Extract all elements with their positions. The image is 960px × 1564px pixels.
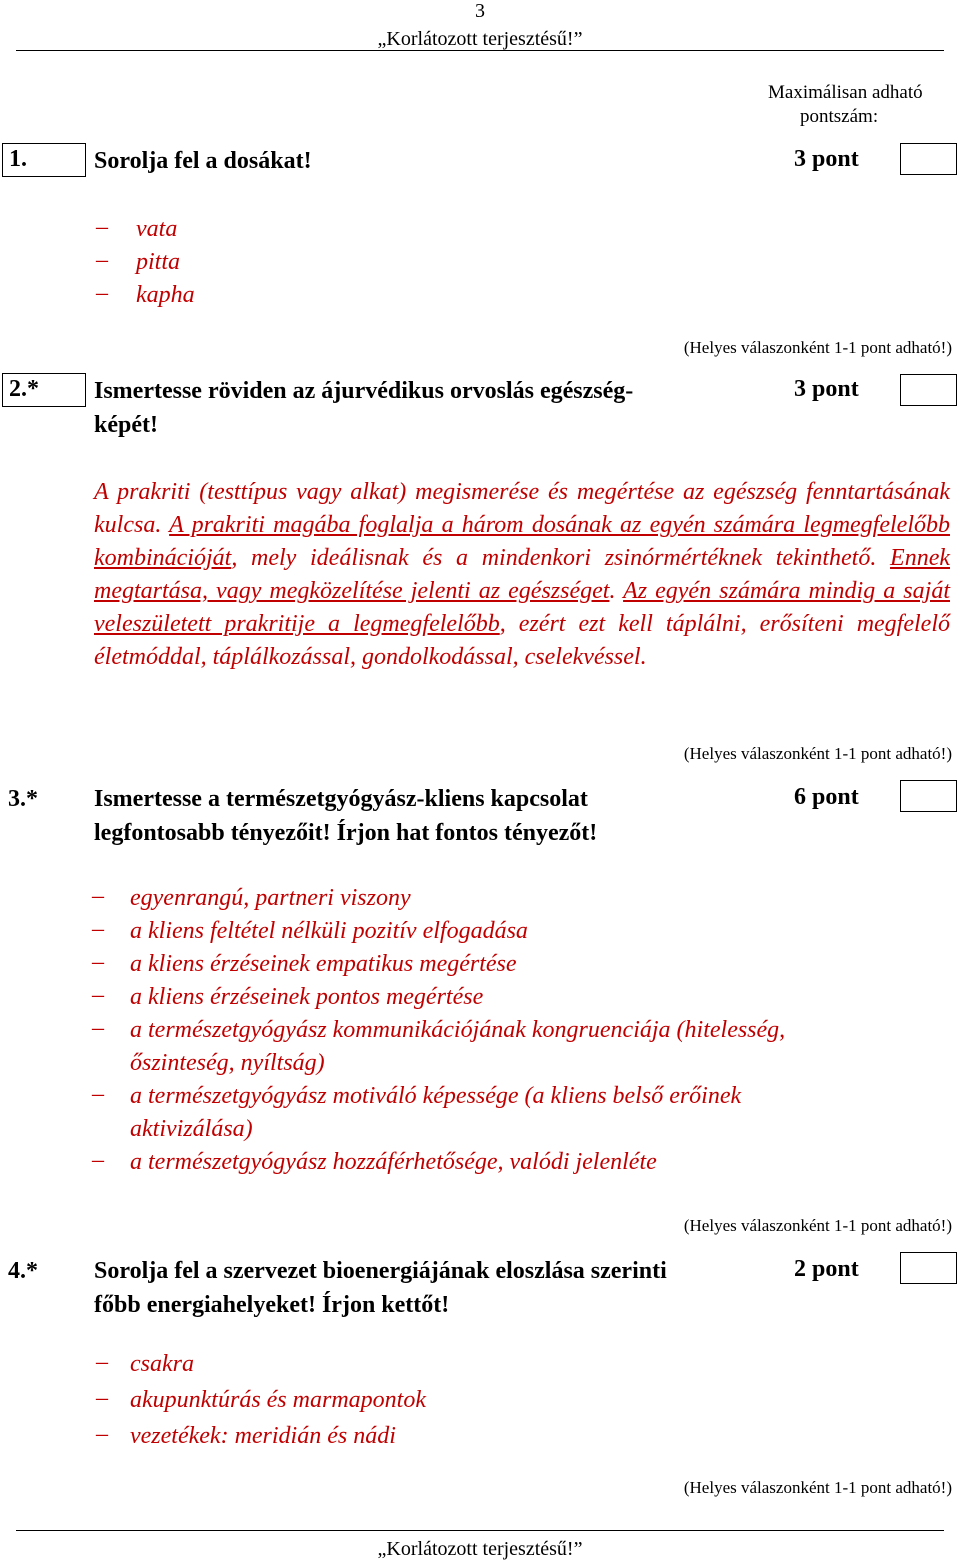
q4-answer-3: vezetékek: meridián és nádi xyxy=(130,1423,396,1449)
q4-text-1: Sorolja fel a szervezet bioenergiájának eloszlása szerinti xyxy=(94,1258,667,1284)
q1-answer-3: kapha xyxy=(136,282,195,308)
q3-dash-4: – xyxy=(92,982,104,1008)
q2-answer-part-1: A prakriti (testtípus vagy alkat) megismerése és megértése az egészség fenntartásának kulcsa. xyxy=(94,479,950,538)
q3-dash-7: – xyxy=(92,1147,104,1173)
q2-score-box[interactable] xyxy=(900,374,957,406)
max-points-label: Maximálisan adható xyxy=(768,82,923,103)
q2-points: 3 pont xyxy=(794,376,859,402)
q1-number: 1. xyxy=(9,146,27,172)
q4-score-box[interactable] xyxy=(900,1252,957,1284)
q3-points: 6 pont xyxy=(794,784,859,810)
q2-number: 2.* xyxy=(9,376,39,402)
q1-dash-1: – xyxy=(96,214,108,240)
q2-number-box xyxy=(2,373,86,407)
q4-number: 4.* xyxy=(8,1258,38,1284)
q4-answer-2: akupunktúrás és marmapontok xyxy=(130,1387,426,1413)
q2-answer-part-4: Ennek megtartása, vagy megközelítése jelenti az egészséget xyxy=(94,545,950,604)
q3-answer-5-cont: őszinteség, nyíltság) xyxy=(130,1050,325,1076)
max-points-label-2: pontszám: xyxy=(800,106,879,127)
q3-answer-6-cont: aktivizálása) xyxy=(130,1116,253,1142)
q1-answer-1: vata xyxy=(136,216,178,242)
q4-dash-1: – xyxy=(96,1349,108,1375)
q2-answer-paragraph xyxy=(94,476,950,674)
q2-answer-part-7: , ezért ezt kell táplálni, erősíteni megfelelő életmóddal, táplálkozással, gondolkodással, cselekvéssel. xyxy=(94,611,950,670)
q3-dash-2: – xyxy=(92,916,104,942)
q1-answer-2: pitta xyxy=(136,249,181,275)
q1-dash-3: – xyxy=(96,280,108,306)
q1-dash-2: – xyxy=(96,247,108,273)
q3-answer-6: a természetgyógyász motiváló képessége (a kliens belső erőinek xyxy=(130,1083,742,1109)
q4-points: 2 pont xyxy=(794,1256,859,1282)
q3-answer-4: a kliens érzéseinek pontos megértése xyxy=(130,984,484,1010)
q3-dash-3: – xyxy=(92,949,104,975)
q4-dash-3: – xyxy=(96,1421,108,1447)
q4-answer-1: csakra xyxy=(130,1351,194,1377)
page-number: 3 xyxy=(475,0,485,22)
q2-answer-part-6: Az egyén számára mindig a saját veleszületett prakritije a legmegfelelőbb xyxy=(94,578,950,637)
q3-answer-5: a természetgyógyász kommunikációjának kongruenciája (hitelesség, xyxy=(130,1017,786,1043)
q3-answer-3: a kliens érzéseinek empatikus megértése xyxy=(130,951,517,977)
q3-number: 3.* xyxy=(8,786,38,812)
q1-text: Sorolja fel a dosákat! xyxy=(94,148,312,174)
q1-score-box[interactable] xyxy=(900,143,957,175)
q3-text-2: legfontosabb tényezőit! Írjon hat fontos tényezőt! xyxy=(94,820,598,846)
q4-note: (Helyes válaszonként 1-1 pont adható!) xyxy=(683,1478,952,1497)
q3-dash-1: – xyxy=(92,883,104,909)
q2-answer-part-2: A prakriti magába foglalja a három dosának az egyén számára legmegfelelőbb kombinációját xyxy=(94,512,950,571)
q2-answer-part-5: . xyxy=(609,578,624,604)
q1-note: (Helyes válaszonként 1-1 pont adható!) xyxy=(683,338,952,357)
q3-answer-1: egyenrangú, partneri viszony xyxy=(130,885,411,911)
q2-note: (Helyes válaszonként 1-1 pont adható!) xyxy=(683,744,952,763)
footer-rule xyxy=(16,1530,944,1531)
q2-text-2: képét! xyxy=(94,412,158,438)
q3-note: (Helyes válaszonként 1-1 pont adható!) xyxy=(683,1216,952,1235)
q3-score-box[interactable] xyxy=(900,780,957,812)
header-restriction: „Korlátozott terjesztésű!” xyxy=(377,28,583,50)
q2-text-1: Ismertesse röviden az ájurvédikus orvoslás egészség- xyxy=(94,378,634,404)
q4-text-2: főbb energiahelyeket! Írjon kettőt! xyxy=(94,1292,450,1318)
q1-points: 3 pont xyxy=(794,146,859,172)
q3-answer-2: a kliens feltétel nélküli pozitív elfogadása xyxy=(130,918,528,944)
q2-answer-part-3: , mely ideálisnak és a mindenkori zsinórmértéknek tekinthető. xyxy=(231,545,891,571)
q3-text-1: Ismertesse a természetgyógyász-kliens kapcsolat xyxy=(94,786,588,812)
header-rule xyxy=(16,50,944,51)
q3-dash-6: – xyxy=(92,1081,104,1107)
q3-answer-7: a természetgyógyász hozzáférhetősége, valódi jelenléte xyxy=(130,1149,657,1175)
footer-restriction: „Korlátozott terjesztésű!” xyxy=(377,1538,583,1560)
q4-dash-2: – xyxy=(96,1385,108,1411)
q1-number-box xyxy=(2,143,86,177)
q3-dash-5: – xyxy=(92,1015,104,1041)
